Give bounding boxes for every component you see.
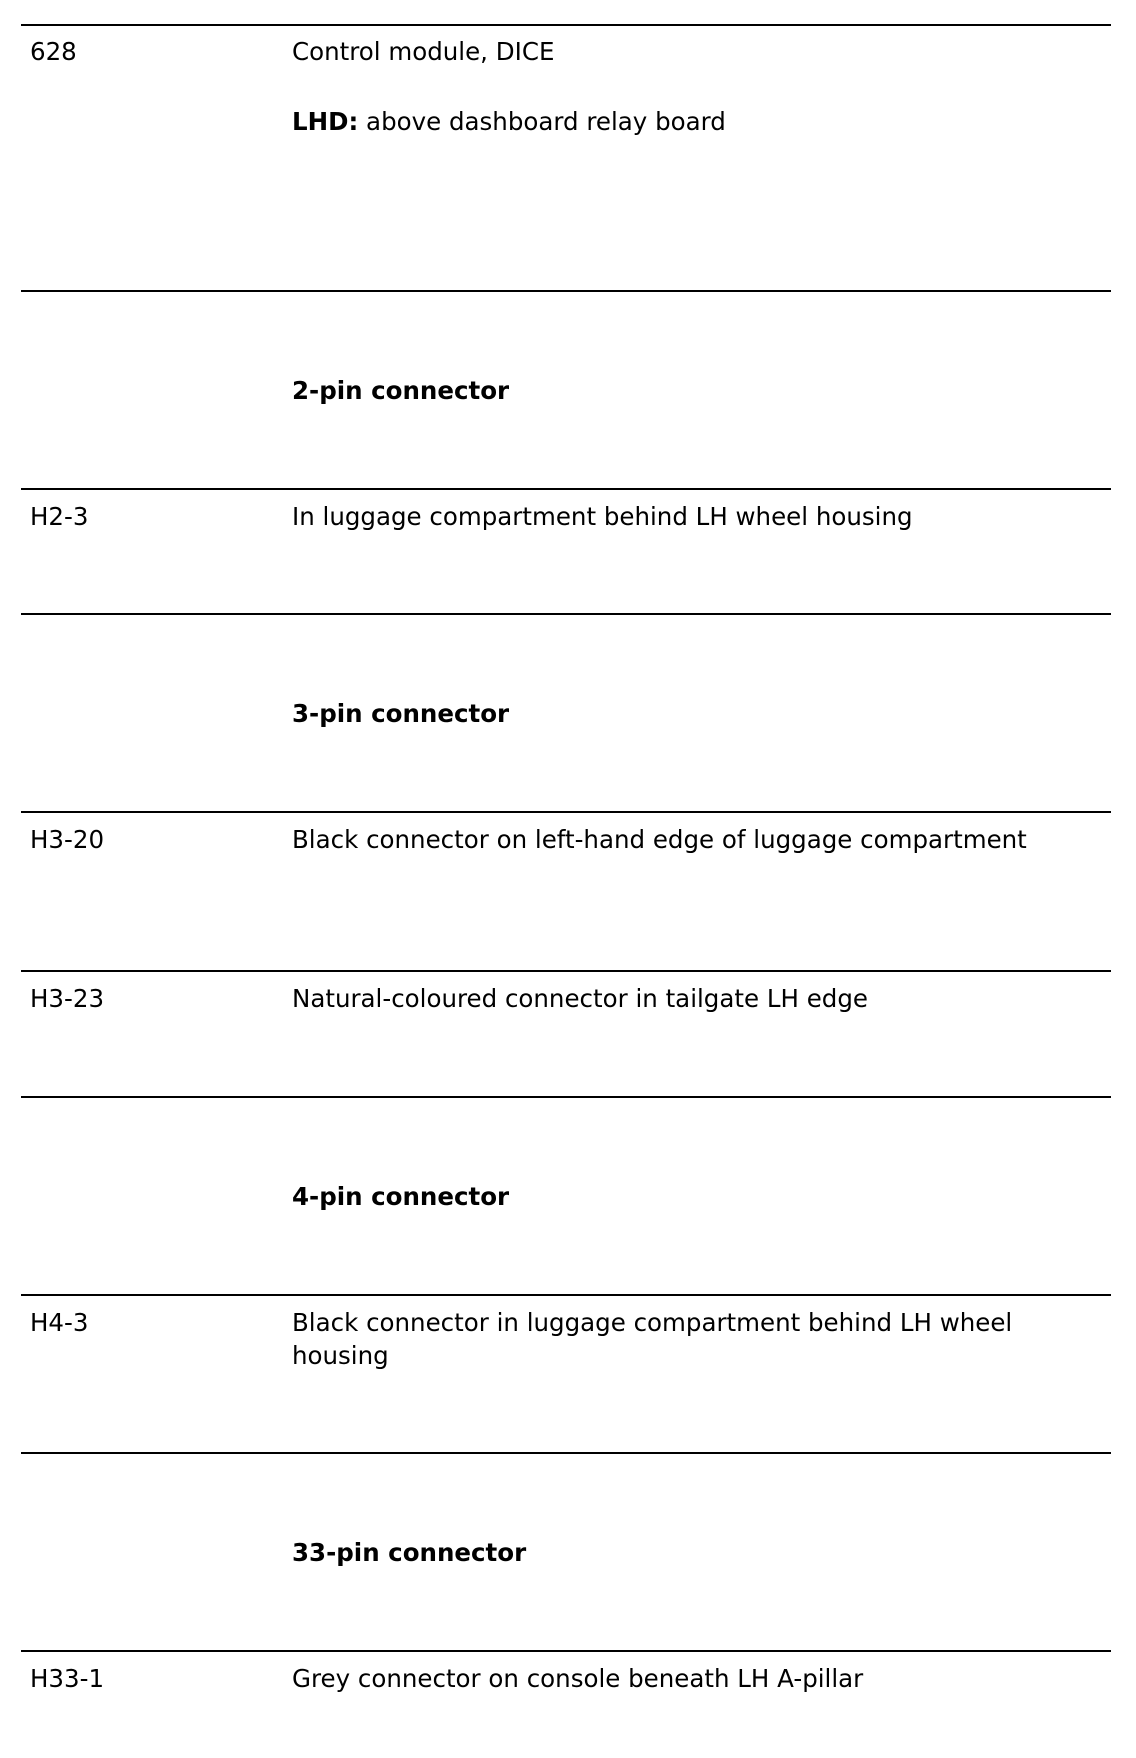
row-divider [21,970,1111,972]
connector-description: Black connector in luggage compartment behind LH wheel housing [292,1308,1013,1370]
row-divider [21,613,1111,615]
connector-description: Natural-coloured connector in tailgate LH edge [292,984,868,1013]
row-divider [21,1096,1111,1098]
note-label: LHD: [292,107,359,136]
row-divider [21,811,1111,813]
connector-description: In luggage compartment behind LH wheel housing [292,502,913,531]
connector-description: Black connector on left-hand edge of luggage compartment [292,825,1027,854]
component-code: 628 [30,37,77,66]
row-divider [21,1294,1111,1296]
connector-code: H4-3 [30,1308,89,1337]
note-text: above dashboard relay board [358,107,726,136]
section-heading-3-pin: 3-pin connector [292,699,510,728]
connector-code: H33-1 [30,1664,105,1693]
connector-code: H3-23 [30,984,105,1013]
connector-code: H2-3 [30,502,89,531]
row-divider [21,1452,1111,1454]
section-heading-33-pin: 33-pin connector [292,1538,527,1567]
section-heading-4-pin: 4-pin connector [292,1182,510,1211]
row-divider [21,488,1111,490]
connector-code: H3-20 [30,825,105,854]
section-heading-2-pin: 2-pin connector [292,376,510,405]
row-divider [21,24,1111,26]
connector-description: Grey connector on console beneath LH A-pillar [292,1664,864,1693]
component-location-note [292,105,726,138]
row-divider [21,290,1111,292]
component-title: Control module, DICE [292,37,555,66]
row-divider [21,1650,1111,1652]
